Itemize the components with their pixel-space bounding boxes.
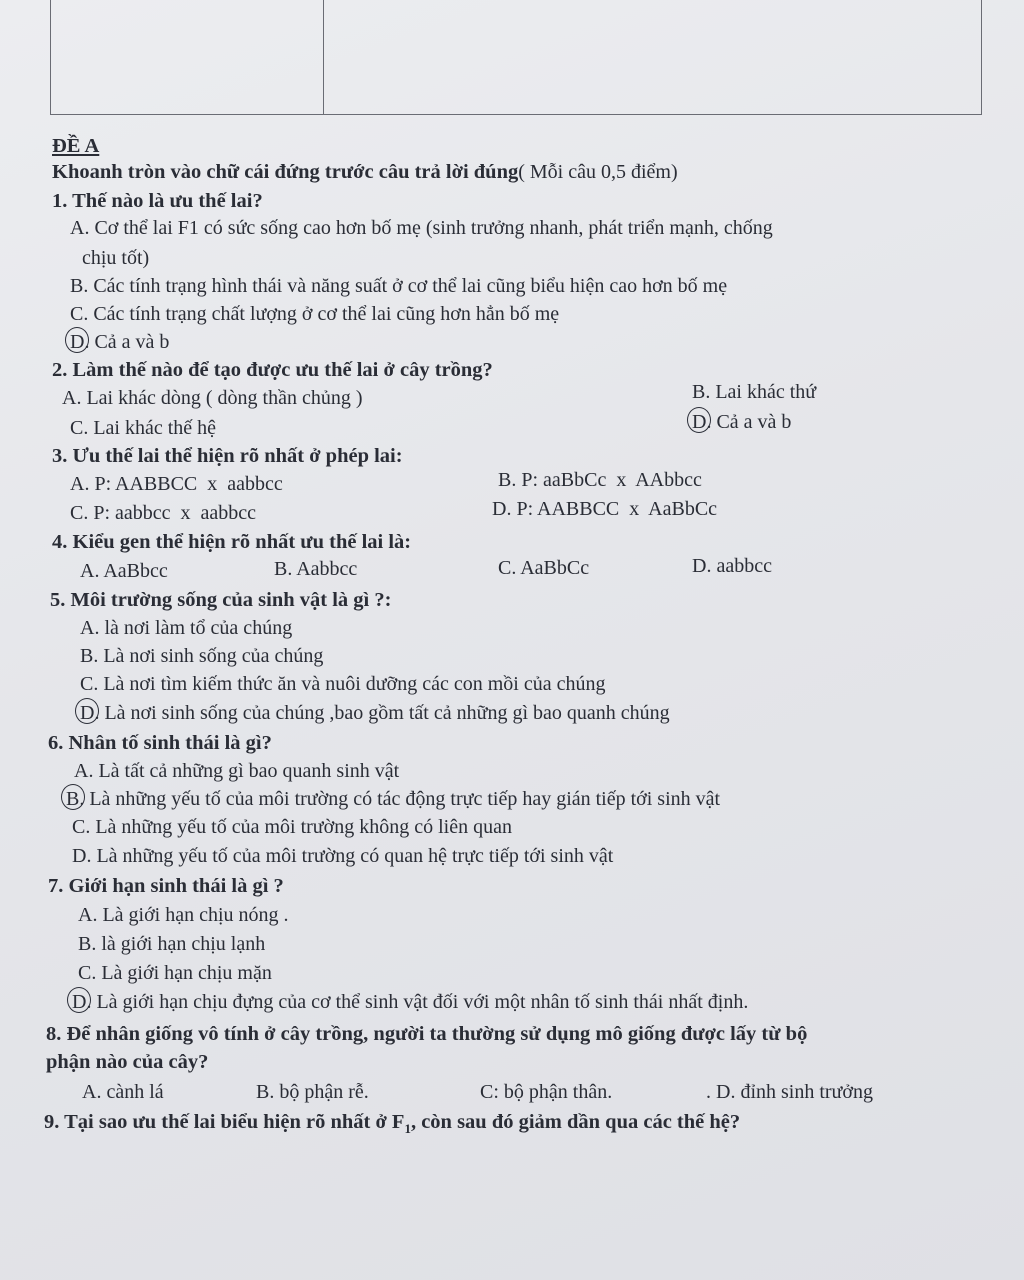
question-4-option-c: C. AaBbCc — [498, 557, 590, 579]
question-9-stem — [44, 1110, 740, 1141]
question-1-option-a-cont: chịu tốt) — [82, 247, 150, 269]
question-5-stem: 5. Môi trường sống của sinh vật là gì ?: — [50, 589, 392, 611]
question-2-option-d — [692, 410, 791, 434]
question-7-option-c: C. Là giới hạn chịu mặn — [78, 962, 272, 984]
question-6-option-c: C. Là những yếu tố của môi trường không có liên quan — [72, 816, 512, 838]
question-2-option-a: A. Lai khác dòng ( dòng thần chủng ) — [62, 387, 363, 409]
question-1-option-d — [70, 330, 169, 354]
question-8-option-a: A. cành lá — [82, 1081, 164, 1103]
instruction — [52, 160, 678, 184]
question-3-option-a: A. P: AABBCC x aabbcc — [70, 473, 283, 495]
question-8-stem: 8. Để nhân giống vô tính ở cây trồng, người ta thường sử dụng mô giống được lấy từ bộ — [46, 1023, 808, 1045]
instruction-note: ( Mỗi câu 0,5 điểm) — [518, 161, 678, 183]
question-7-option-b: B. là giới hạn chịu lạnh — [78, 933, 266, 955]
question-1-option-a: A. Cơ thể lai F1 có sức sống cao hơn bố mẹ (sinh trưởng nhanh, phát triển mạnh, chống — [70, 217, 773, 239]
question-9-stem-post: , còn sau đó giảm dần qua các thế hệ? — [410, 1111, 741, 1133]
question-5-option-a: A. là nơi làm tổ của chúng — [80, 617, 293, 639]
instruction-text: Khoanh tròn vào chữ cái đứng trước câu trả lời đúng — [52, 161, 519, 183]
question-1-option-b: B. Các tính trạng hình thái và năng suất ở cơ thể lai cũng biểu hiện cao hơn bố mẹ — [70, 275, 728, 297]
question-2-option-b: B. Lai khác thứ — [692, 381, 817, 403]
question-4-stem: 4. Kiểu gen thể hiện rõ nhất ưu thế lai là: — [52, 531, 412, 553]
question-5-option-c: C. Là nơi tìm kiếm thức ăn và nuôi dưỡng các con mồi của chúng — [80, 673, 606, 695]
question-1-option-c: C. Các tính trạng chất lượng ở cơ thể lai cũng hơn hẳn bố mẹ — [70, 303, 560, 325]
question-8-stem-cont: phận nào của cây? — [46, 1051, 209, 1073]
question-2-option-c: C. Lai khác thế hệ — [70, 417, 217, 439]
question-5-option-d — [80, 701, 670, 725]
question-8-option-c: C: bộ phận thân. — [480, 1081, 613, 1103]
answer-circle-mark: B. Là những yếu tố của môi trường có tác động trực tiếp hay gián tiếp tới sinh vật — [66, 788, 721, 810]
answer-circle-mark: D. Cả a và b — [70, 331, 170, 353]
question-4-option-d: D. aabbcc — [692, 555, 772, 577]
question-1-stem: 1. Thế nào là ưu thế lai? — [52, 190, 263, 212]
question-5-option-b: B. Là nơi sinh sống của chúng — [80, 645, 324, 667]
question-6-option-b — [66, 787, 720, 811]
question-2-stem: 2. Làm thế nào để tạo được ưu thế lai ở cây trồng? — [52, 359, 493, 381]
exam-code: ĐỀ A — [52, 135, 100, 157]
answer-circle-mark: D. Cả a và b — [692, 411, 792, 433]
question-7-option-a: A. Là giới hạn chịu nóng . — [78, 904, 289, 926]
question-3-option-d: D. P: AABBCC x AaBbCc — [492, 498, 718, 520]
question-4-option-a: A. AaBbcc — [80, 560, 168, 582]
answer-circle-mark: D. Là giới hạn chịu đựng của cơ thể sinh vật đối với một nhân tố sinh thái nhất định. — [72, 991, 749, 1013]
question-6-option-d: D. Là những yếu tố của môi trường có quan hệ trực tiếp tới sinh vật — [72, 845, 614, 867]
question-3-option-b: B. P: aaBbCc x AAbbcc — [498, 469, 702, 491]
question-4-option-b: B. Aabbcc — [274, 558, 358, 580]
question-6-stem: 6. Nhân tố sinh thái là gì? — [48, 732, 272, 754]
answer-circle-mark: D. Là nơi sinh sống của chúng ,bao gồm tất cả những gì bao quanh chúng — [80, 702, 670, 724]
question-3-option-c: C. P: aabbcc x aabbcc — [70, 502, 257, 524]
question-7-option-d — [72, 990, 748, 1014]
question-7-stem: 7. Giới hạn sinh thái là gì ? — [48, 875, 284, 897]
question-9-stem-sub: 1 — [404, 1121, 411, 1137]
question-6-option-a: A. Là tất cả những gì bao quanh sinh vật — [74, 760, 400, 782]
question-8-option-d: . D. đỉnh sinh trưởng — [706, 1081, 873, 1103]
question-8-option-b: B. bộ phận rễ. — [256, 1081, 369, 1103]
question-3-stem: 3. Ưu thế lai thể hiện rõ nhất ở phép lai: — [52, 445, 403, 467]
question-9-stem-pre: 9. Tại sao ưu thế lai biểu hiện rõ nhất ở F — [44, 1111, 405, 1133]
